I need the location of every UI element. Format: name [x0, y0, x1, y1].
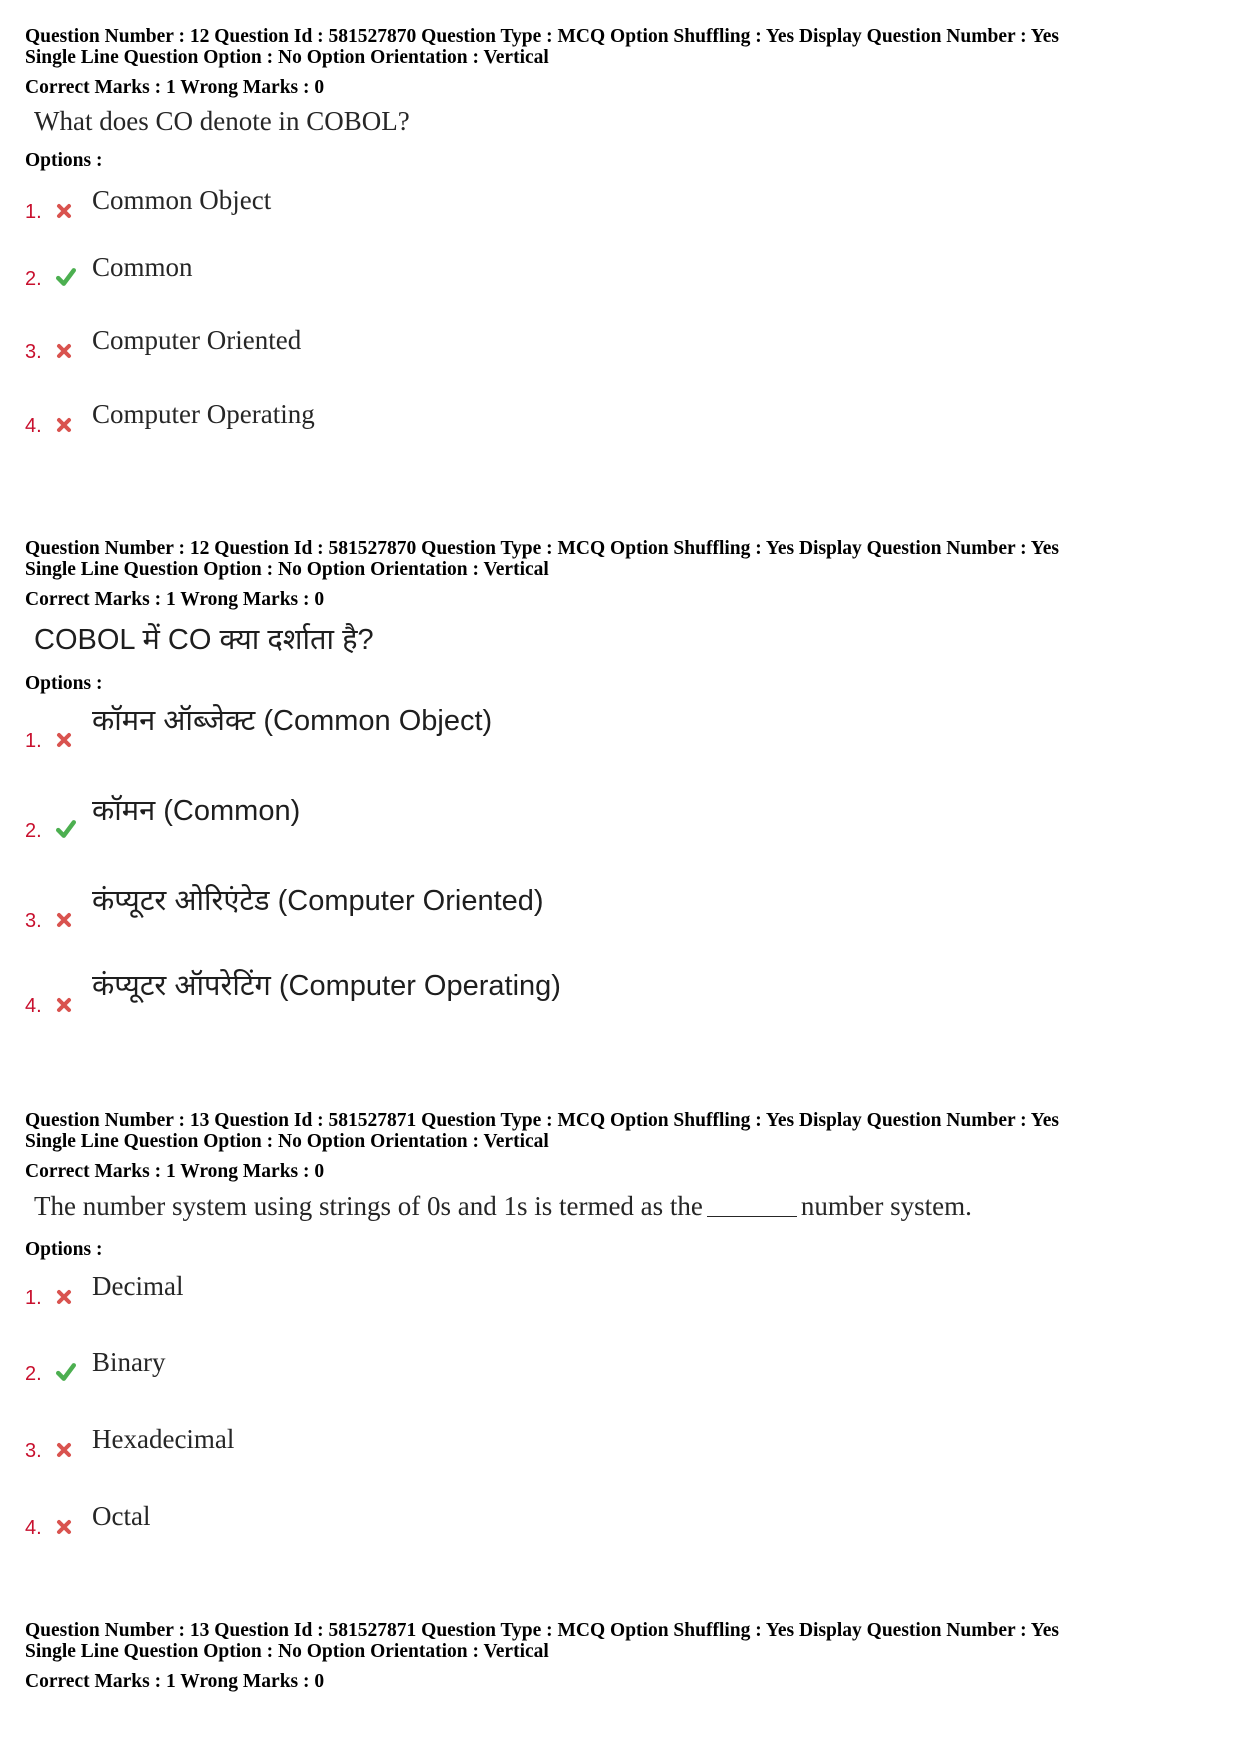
- option-text: Computer Operating: [92, 399, 315, 429]
- option-item: [25, 795, 825, 843]
- option-number: 1.: [25, 201, 42, 223]
- option-item: [25, 705, 825, 753]
- option-number: 4.: [25, 415, 42, 437]
- question-block: [25, 1620, 1225, 1700]
- option-item: [25, 1346, 825, 1386]
- option-item: [25, 184, 825, 224]
- option-item: [25, 885, 825, 933]
- option-number: 3.: [25, 341, 42, 363]
- option-item: [25, 251, 825, 291]
- option-text: Binary: [92, 1347, 166, 1377]
- option-text: Common Object: [92, 185, 272, 215]
- cross-icon: [55, 416, 73, 434]
- option-item: [25, 1423, 825, 1463]
- marks-line: Correct Marks : 1 Wrong Marks : 0: [25, 1671, 325, 1692]
- options-label: Options :: [25, 1239, 103, 1260]
- cross-icon: [55, 1288, 73, 1306]
- option-number: 4.: [25, 995, 42, 1017]
- question-meta-line-2: Single Line Question Option : No Option Orientation : Vertical: [25, 47, 549, 68]
- option-number: 2.: [25, 268, 42, 290]
- question-meta-line-1: Question Number : 12 Question Id : 581527870 Question Type : MCQ Option Shuffling : Yes Display Question Number : Yes: [25, 538, 1059, 559]
- marks-line: Correct Marks : 1 Wrong Marks : 0: [25, 1161, 325, 1182]
- option-number: 2.: [25, 820, 42, 842]
- option-text: Octal: [92, 1501, 151, 1531]
- option-text: कॉमन ऑब्जेक्ट (Common Object): [92, 705, 493, 737]
- cross-icon: [55, 996, 73, 1014]
- option-text: कंप्यूटर ऑपरेटिंग (Computer Operating): [92, 970, 561, 1002]
- option-text: Common: [92, 252, 193, 282]
- cross-icon: [55, 342, 73, 360]
- question-text: [34, 1191, 972, 1222]
- check-icon: [55, 819, 77, 839]
- question-meta-line-2: Single Line Question Option : No Option Orientation : Vertical: [25, 1131, 549, 1152]
- fill-in-blank: [707, 1216, 797, 1217]
- question-meta-line-1: Question Number : 13 Question Id : 581527871 Question Type : MCQ Option Shuffling : Yes Display Question Number : Yes: [25, 1620, 1059, 1641]
- option-text: कॉमन (Common): [92, 795, 301, 827]
- question-text-before-blank: The number system using strings of 0s and 1s is termed as the: [34, 1191, 703, 1221]
- question-block: [25, 1110, 1225, 1550]
- cross-icon: [55, 1441, 73, 1459]
- option-text: Hexadecimal: [92, 1424, 235, 1454]
- cross-icon: [55, 202, 73, 220]
- option-item: [25, 324, 825, 364]
- option-text: कंप्यूटर ओरिएंटेड (Computer Oriented): [92, 885, 544, 917]
- option-text: Computer Oriented: [92, 325, 302, 355]
- options-label: Options :: [25, 673, 103, 694]
- option-number: 3.: [25, 1440, 42, 1462]
- option-item: [25, 970, 825, 1018]
- option-number: 1.: [25, 1287, 42, 1309]
- marks-line: Correct Marks : 1 Wrong Marks : 0: [25, 77, 325, 98]
- option-item: [25, 1500, 825, 1540]
- option-number: 3.: [25, 910, 42, 932]
- marks-line: Correct Marks : 1 Wrong Marks : 0: [25, 589, 325, 610]
- cross-icon: [55, 1518, 73, 1536]
- question-text-after-blank: number system.: [800, 1191, 972, 1221]
- question-block: [25, 538, 1225, 1038]
- cross-icon: [55, 731, 73, 749]
- question-block: [25, 26, 1225, 466]
- question-meta-line-1: Question Number : 12 Question Id : 581527870 Question Type : MCQ Option Shuffling : Yes Display Question Number : Yes: [25, 26, 1059, 47]
- question-meta-line-1: Question Number : 13 Question Id : 581527871 Question Type : MCQ Option Shuffling : Yes Display Question Number : Yes: [25, 1110, 1059, 1131]
- option-number: 2.: [25, 1363, 42, 1385]
- option-number: 1.: [25, 730, 42, 752]
- option-item: [25, 1270, 825, 1310]
- check-icon: [55, 267, 77, 287]
- cross-icon: [55, 911, 73, 929]
- question-text: COBOL में CO क्या दर्शाता है?: [34, 624, 374, 656]
- options-label: Options :: [25, 150, 103, 171]
- question-text: What does CO denote in COBOL?: [34, 106, 410, 136]
- question-meta-line-2: Single Line Question Option : No Option Orientation : Vertical: [25, 1641, 549, 1662]
- option-item: [25, 398, 825, 438]
- option-text: Decimal: [92, 1271, 184, 1301]
- check-icon: [55, 1362, 77, 1382]
- question-meta-line-2: Single Line Question Option : No Option Orientation : Vertical: [25, 559, 549, 580]
- option-number: 4.: [25, 1517, 42, 1539]
